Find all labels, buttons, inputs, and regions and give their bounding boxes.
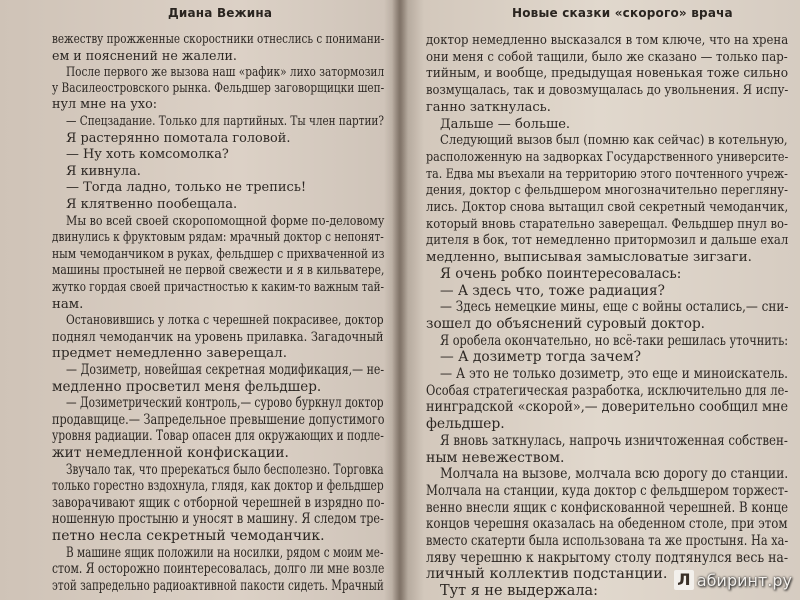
text-line: дения, доктор с фельдшером многозначительно перегляну- bbox=[426, 183, 788, 199]
text-line: жутко гордая своей причастностью к каким-то важным тай- bbox=[52, 280, 385, 295]
text-line: нул мне на ухо: bbox=[52, 97, 158, 113]
left-page-header: Диана Вежина bbox=[168, 6, 273, 20]
text-line: у Василеостровского рынка. Фельдшер заговорщицки шеп- bbox=[52, 80, 385, 96]
text-line: вместо скатерти была использована та же простыня. На ха- bbox=[426, 533, 789, 549]
text-line: Я кивнула. bbox=[66, 163, 141, 179]
text-line: Тут я не выдержала: bbox=[440, 583, 598, 600]
text-line: — Спецзадание. Только для партийных. Ты член партии? bbox=[66, 114, 384, 129]
text-line: венно внесли ящик с конфискованной черешней. В конце bbox=[426, 499, 789, 516]
text-line: После первого же вызова наш «рафик» лихо затормозил bbox=[66, 64, 385, 80]
text-line: ношенную простыню и уносят в машину. Я следом тре- bbox=[52, 511, 384, 528]
text-line: жит немедленной конфискации. bbox=[52, 445, 289, 461]
text-line: ляву черешню к накрытому столу подтянулся весь на- bbox=[426, 549, 789, 566]
text-line: фельдшер. bbox=[426, 416, 505, 433]
text-line: зошел до объяснений суровый доктор. bbox=[426, 315, 706, 332]
text-line: тийным, и вообще, предыдущая новенькая тоже сильно bbox=[426, 66, 789, 82]
text-line: нинградской «скорой»,— доверительно сообщил мне bbox=[426, 399, 789, 416]
text-line: расположенную на задворках Государственного университе- bbox=[426, 149, 789, 165]
watermark-text: абиринт.ру bbox=[696, 570, 792, 590]
text-line: Следующий вызов был (помню как сейчас) в котельную, bbox=[440, 133, 788, 149]
text-line: машины простыней не первой свежести и я в кильватере, bbox=[52, 263, 385, 279]
text-line: Особая стратегическая разработка, исключительно для ле- bbox=[426, 382, 789, 399]
text-line: уровня радиации. Товар опасен для окружающих и подле- bbox=[52, 428, 384, 445]
text-line: этой запредельно радиоактивной пакости сидеть. Мрачный bbox=[52, 577, 384, 594]
text-line: — Здесь немецкие мины, еще с войны остались,— сни- bbox=[440, 299, 789, 316]
text-line: Остановившись у лотка с черешней покрасивее, доктор bbox=[66, 313, 384, 329]
text-line: медленно просветил меня фельдшер. bbox=[52, 378, 322, 395]
text-line: доктор немедленно высказался в том ключе, что на хрена bbox=[426, 33, 789, 48]
text-line: поднял чемоданчик на уровень прилавка. Загадочный bbox=[52, 329, 384, 345]
text-line: продавщице.— Запредельное превышение допустимого bbox=[52, 411, 385, 428]
text-line: Звучало так, что пререкаться было бесполезно. Торговка bbox=[66, 461, 384, 478]
text-line: ным чемоданчиком в руках, фельдшер с прихваченной из bbox=[52, 246, 385, 262]
text-line: — Дозиметрический контроль,— сурово буркнул доктор bbox=[66, 395, 384, 412]
text-line: ем и пояснений не жалели. bbox=[52, 47, 237, 63]
text-line: стом. Я осторожно поинтересовалась, долго ли мне возле bbox=[52, 561, 385, 578]
text-line: предмет немедленно заверещал. bbox=[52, 346, 287, 362]
text-line: та. Едва мы въехали на территорию этого почтенного учреж- bbox=[426, 166, 788, 182]
text-line: возмущалась, так и довозмущалась до увольнения. Я испу- bbox=[426, 83, 789, 99]
text-line: Я растерянно помотала головой. bbox=[66, 130, 291, 146]
text-line: — А это не только дозиметр, это еще и миноискатель. bbox=[440, 366, 789, 382]
text-line: — Ну хоть комсомолка? bbox=[66, 147, 229, 163]
text-line: заворачивают ящик с отборной черешней в изрядно по- bbox=[52, 494, 385, 511]
text-line: концов черешня оказалась на обеденном столе, при этом bbox=[426, 516, 788, 533]
text-line: — А дозиметр тогда зачем? bbox=[440, 349, 642, 366]
text-line: медленно, выписывая замысловатые зигзаги. bbox=[426, 250, 752, 266]
right-page-header: Новые сказки «скорого» врача bbox=[512, 6, 733, 20]
left-page bbox=[0, 0, 396, 600]
text-line: Я вновь заткнулась, напрочь изничтоженная собствен- bbox=[440, 432, 788, 449]
text-line: — А здесь что, тоже радиация? bbox=[440, 282, 665, 299]
text-line: ным невежеством. bbox=[426, 449, 565, 466]
watermark bbox=[674, 570, 792, 590]
text-line: Дальше — больше. bbox=[440, 116, 571, 132]
text-line: двинулись к фруктовым рядам: мрачный доктор с непонят- bbox=[52, 230, 384, 246]
text-line: который вновь старательно заверещал. Фельдшер пнул во- bbox=[426, 216, 788, 232]
text-line: ганно заткнулась. bbox=[426, 99, 551, 115]
text-line: дителя в бок, тот немедленно притормозил и дальше ехал bbox=[426, 233, 789, 249]
text-line: Я оробела окончательно, но всё-таки решилась уточнить: bbox=[440, 332, 789, 349]
text-line: Мы во всей своей скоропомощной форме по-деловому bbox=[66, 213, 385, 229]
labirint-logo-icon: Л bbox=[674, 570, 694, 590]
text-line: Молчала на станции, куда доктор с фельдшером торжест- bbox=[426, 482, 789, 499]
text-line: В машине ящик положили на носилки, рядом с моим ме- bbox=[66, 544, 384, 561]
text-line: лись. Доктор снова вытащил свой секретный чемоданчик, bbox=[426, 200, 789, 215]
text-line: только горестно вздохнула, глядя, как доктор и фельдшер bbox=[52, 478, 384, 495]
text-line: Я очень робко поинтересовалась: bbox=[440, 265, 682, 282]
text-line: нам. bbox=[52, 296, 84, 312]
text-line: — Дозиметр, новейшая секретная модификация,— не- bbox=[66, 362, 385, 378]
text-line: личный коллектив подстанции. bbox=[426, 566, 668, 583]
text-line: они меня с собой тащили, было же сказано — только пар- bbox=[426, 49, 788, 65]
text-line: вежеству прожженные скоростники отнеслись с понимани- bbox=[52, 31, 385, 46]
text-line: — Тогда ладно, только не трепись! bbox=[66, 180, 307, 196]
right-page bbox=[404, 0, 800, 600]
text-line: Я клятвенно пообещала. bbox=[66, 197, 238, 212]
text-line: Молчала на вызове, молчала всю дорогу до станции. bbox=[440, 466, 789, 483]
text-line: петно несла секретный чемоданчик. bbox=[52, 528, 325, 544]
